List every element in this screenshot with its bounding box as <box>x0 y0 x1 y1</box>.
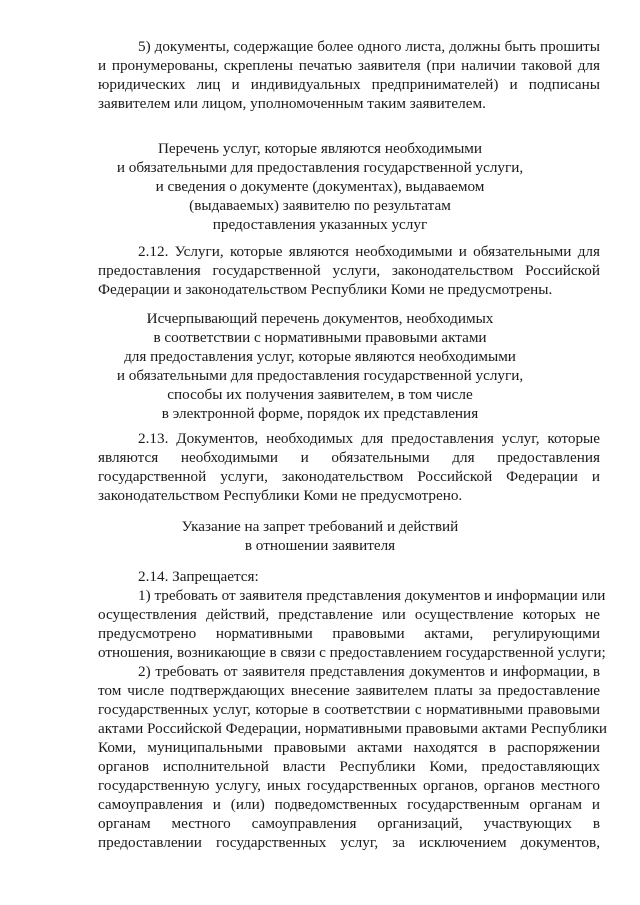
item-2-line: самоуправления и (или) подведомственных государственным органам и <box>98 796 600 813</box>
heading-prohibition-line: Указание на запрет требований и действий <box>181 518 459 535</box>
heading-services-line: предоставления указанных услуг <box>212 216 428 233</box>
section-2-12-line: предоставления государственной услуги, законодательством Российской <box>98 262 600 279</box>
section-2-12-line: 2.12. Услуги, которые являются необходимыми и обязательными для <box>138 243 600 260</box>
item-2-line: органов исполнительной власти Республики Коми, предоставляющих <box>98 758 600 775</box>
heading-prohibition-line: в отношении заявителя <box>244 537 396 554</box>
heading-documents-line: в соответствии с нормативными правовыми актами <box>153 329 487 346</box>
item-2-line: органам местного самоуправления организаций, участвующих в <box>98 815 600 832</box>
item-1-line: отношения, возникающие в связи с предоставлением государственной услуги; <box>98 644 606 661</box>
heading-documents-line: и обязательными для предоставления государственной услуги, <box>116 367 524 384</box>
heading-documents-line: способы их получения заявителем, в том числе <box>167 386 473 403</box>
section-2-13-line: являются необходимыми и обязательными для предоставления <box>98 449 600 466</box>
item-1-line: предусмотрено нормативными правовыми актами, регулирующими <box>98 625 600 642</box>
item-2-line: актами Российской Федерации, нормативными правовыми актами Республики <box>98 720 607 737</box>
item-2-line: Коми, муниципальными правовыми актами находятся в распоряжении <box>98 739 600 756</box>
item-2-line: 2) требовать от заявителя представления документов и информации, в <box>138 663 600 680</box>
heading-documents-line: для предоставления услуг, которые являются необходимыми <box>124 348 516 365</box>
item-1-line: осуществления действий, представление или осуществление которых не <box>98 606 600 623</box>
section-2-12-line: Федерации и законодательством Республики Коми не предусмотрены. <box>98 281 553 298</box>
heading-services-line: и обязательными для предоставления государственной услуги, <box>116 159 524 176</box>
paragraph-5-line: заявителем или лицом, уполномоченным таким заявителем. <box>98 95 486 112</box>
paragraph-5-line: юридических лиц и индивидуальных предпринимателей) и подписаны <box>98 76 600 93</box>
heading-documents-line: Исчерпывающий перечень документов, необходимых <box>146 310 494 327</box>
section-2-13-line: государственной услуги, законодательством Российской Федерации и <box>98 468 600 485</box>
paragraph-5-line: 5) документы, содержащие более одного листа, должны быть прошиты <box>138 38 600 55</box>
paragraph-5-line: и пронумерованы, скреплены печатью заявителя (при наличии таковой для <box>98 57 600 74</box>
item-2-line: том числе подтверждающих внесение заявителем платы за предоставление <box>98 682 600 699</box>
item-1-line: 1) требовать от заявителя представления документов и информации или <box>138 587 606 604</box>
item-2-line: предоставлении государственных услуг, за исключением документов, <box>98 834 600 851</box>
heading-documents-line: в электронной форме, порядок их представления <box>161 405 479 422</box>
section-2-14-title: 2.14. Запрещается: <box>138 568 259 585</box>
item-2-line: государственную услугу, иных государственных органов, органов местного <box>98 777 600 794</box>
section-2-13-line: 2.13. Документов, необходимых для предоставления услуг, которые <box>138 430 600 447</box>
item-2-line: государственных услуг, которые в соответствии с нормативными правовыми <box>98 701 600 718</box>
section-2-13-line: законодательством Республики Коми не предусмотрено. <box>98 487 463 504</box>
heading-services-line: Перечень услуг, которые являются необходимыми <box>157 140 483 157</box>
heading-services-line: и сведения о документе (документах), выдаваемом <box>155 178 485 195</box>
heading-services-line: (выдаваемых) заявителю по результатам <box>189 197 451 214</box>
